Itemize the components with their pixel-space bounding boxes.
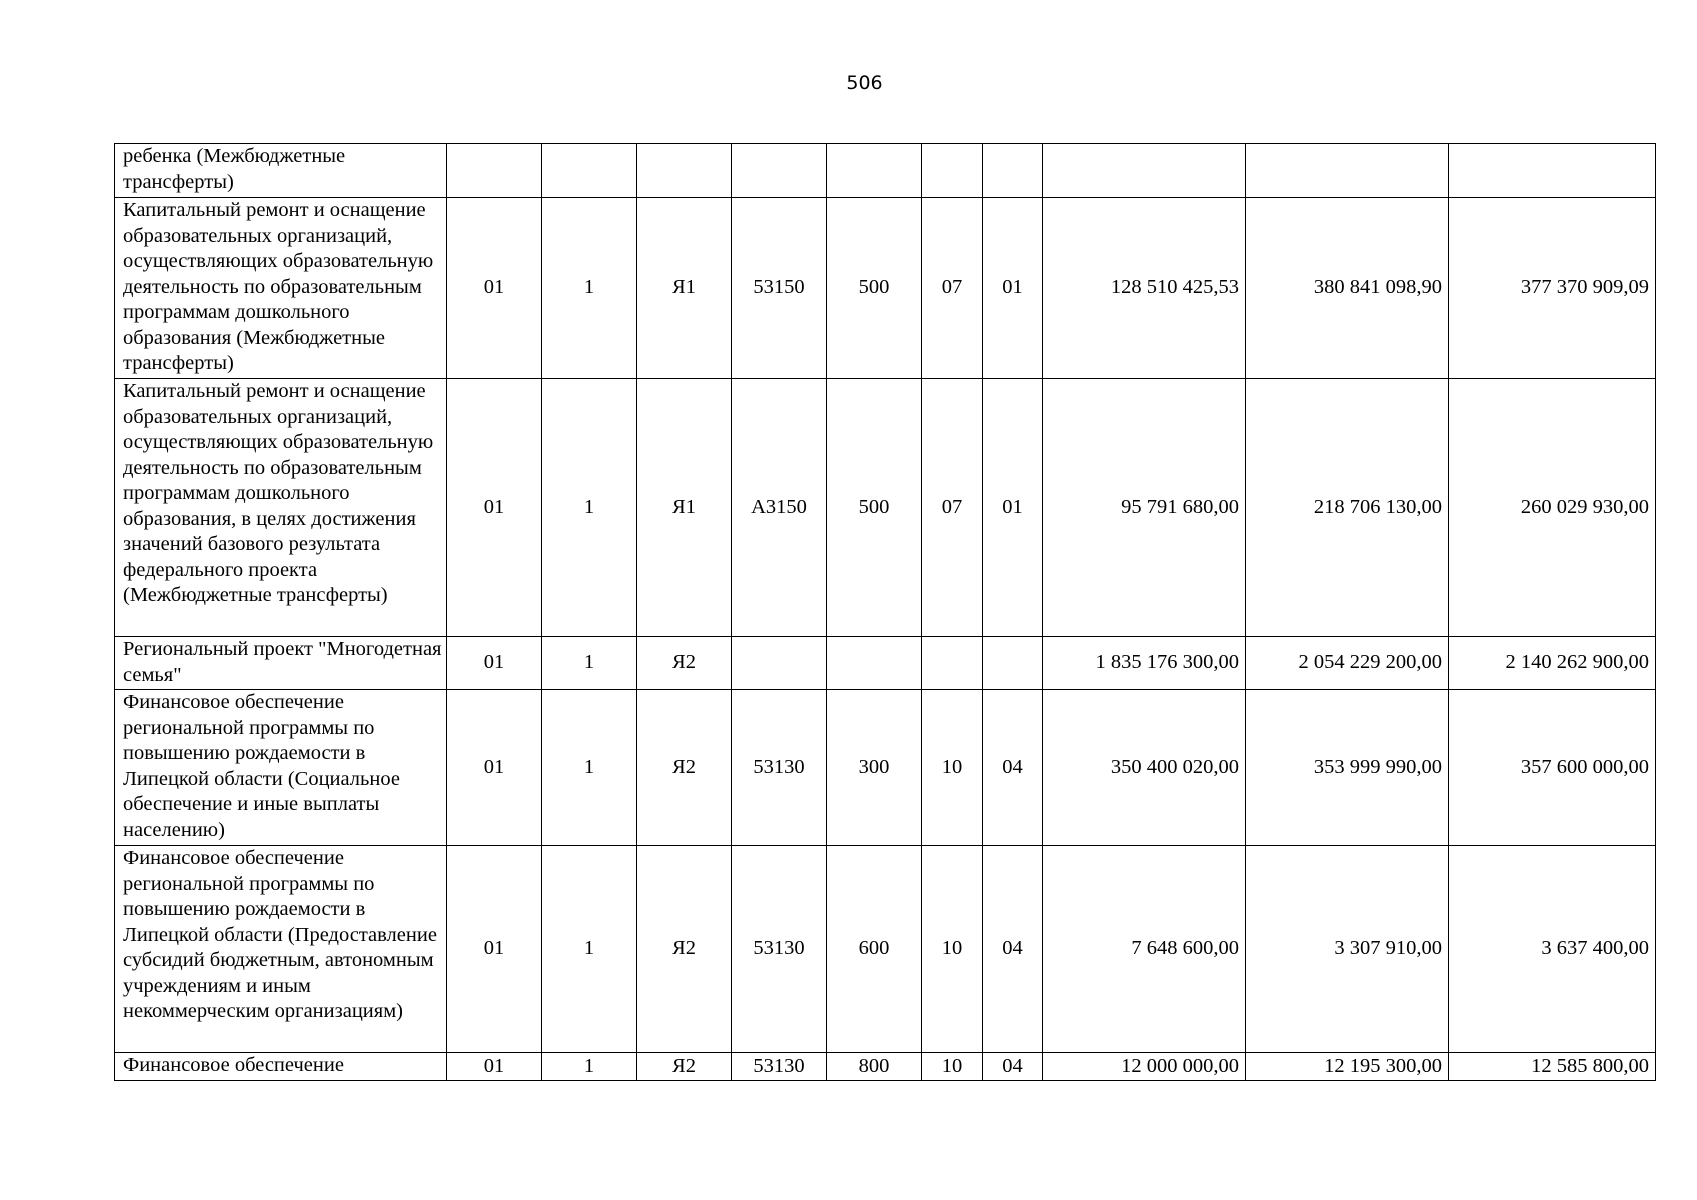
amount-1-cell: 1 835 176 300,00	[1043, 637, 1246, 690]
row-name-cell: Финансовое обеспечение региональной программы по повышению рождаемости в Липецкой области (Предоставление субсидий бюджетным, автономным учреждениям и иным некоммерческим организациям)	[115, 846, 447, 1053]
subprogram-code-cell: 1	[542, 690, 637, 846]
amount-2-cell: 353 999 990,00	[1246, 690, 1449, 846]
amount-2-cell: 12 195 300,00	[1246, 1053, 1449, 1081]
section-code-cell: 07	[922, 379, 983, 637]
section-code-cell: 10	[922, 1053, 983, 1081]
row-name-cell: ребенка (Межбюджетные трансферты)	[115, 144, 447, 198]
project-code-cell: Я1	[637, 379, 732, 637]
section-code-cell: 07	[922, 198, 983, 379]
amount-3-cell: 260 029 930,00	[1449, 379, 1656, 637]
direction-code-cell: 53130	[732, 690, 827, 846]
program-code-cell: 01	[447, 198, 542, 379]
subsection-code-cell	[983, 637, 1043, 690]
amount-1-cell: 128 510 425,53	[1043, 198, 1246, 379]
program-code-cell: 01	[447, 846, 542, 1053]
amount-3-cell	[1449, 144, 1656, 198]
program-code-cell: 01	[447, 1053, 542, 1081]
table-row	[115, 846, 1656, 1053]
direction-code-cell: А3150	[732, 379, 827, 637]
amount-3-cell: 2 140 262 900,00	[1449, 637, 1656, 690]
amount-3-cell: 357 600 000,00	[1449, 690, 1656, 846]
expense-type-cell	[827, 144, 922, 198]
row-name-cell: Капитальный ремонт и оснащение образовательных организаций, осуществляющих образовательную деятельность по образовательным программам дошкольного образования (Межбюджетные трансферты)	[115, 198, 447, 379]
project-code-cell: Я1	[637, 198, 732, 379]
program-code-cell	[447, 144, 542, 198]
budget-table	[114, 143, 1656, 1081]
direction-code-cell	[732, 637, 827, 690]
project-code-cell: Я2	[637, 846, 732, 1053]
expense-type-cell: 300	[827, 690, 922, 846]
expense-type-cell: 600	[827, 846, 922, 1053]
section-code-cell	[922, 637, 983, 690]
amount-1-cell	[1043, 144, 1246, 198]
subsection-code-cell: 01	[983, 379, 1043, 637]
amount-3-cell: 377 370 909,09	[1449, 198, 1656, 379]
amount-1-cell: 95 791 680,00	[1043, 379, 1246, 637]
direction-code-cell: 53130	[732, 846, 827, 1053]
table-row	[115, 1053, 1656, 1081]
expense-type-cell: 500	[827, 379, 922, 637]
section-code-cell	[922, 144, 983, 198]
amount-2-cell	[1246, 144, 1449, 198]
section-code-cell: 10	[922, 846, 983, 1053]
row-name-cell: Региональный проект "Многодетная семья"	[115, 637, 447, 690]
table-row	[115, 637, 1656, 690]
subsection-code-cell: 04	[983, 690, 1043, 846]
amount-2-cell: 3 307 910,00	[1246, 846, 1449, 1053]
page-number: 506	[846, 72, 883, 94]
subprogram-code-cell: 1	[542, 637, 637, 690]
amount-1-cell: 7 648 600,00	[1043, 846, 1246, 1053]
amount-2-cell: 2 054 229 200,00	[1246, 637, 1449, 690]
direction-code-cell	[732, 144, 827, 198]
amount-3-cell: 12 585 800,00	[1449, 1053, 1656, 1081]
subsection-code-cell: 04	[983, 1053, 1043, 1081]
project-code-cell: Я2	[637, 637, 732, 690]
amount-1-cell: 350 400 020,00	[1043, 690, 1246, 846]
program-code-cell: 01	[447, 637, 542, 690]
program-code-cell: 01	[447, 690, 542, 846]
amount-3-cell: 3 637 400,00	[1449, 846, 1656, 1053]
project-code-cell: Я2	[637, 1053, 732, 1081]
amount-2-cell: 218 706 130,00	[1246, 379, 1449, 637]
section-code-cell: 10	[922, 690, 983, 846]
expense-type-cell: 500	[827, 198, 922, 379]
table-row	[115, 690, 1656, 846]
row-name-cell: Финансовое обеспечение региональной программы по повышению рождаемости в Липецкой области (Социальное обеспечение и иные выплаты населению)	[115, 690, 447, 846]
subprogram-code-cell: 1	[542, 846, 637, 1053]
subprogram-code-cell: 1	[542, 379, 637, 637]
amount-2-cell: 380 841 098,90	[1246, 198, 1449, 379]
expense-type-cell: 800	[827, 1053, 922, 1081]
subsection-code-cell: 04	[983, 846, 1043, 1053]
subprogram-code-cell: 1	[542, 1053, 637, 1081]
direction-code-cell: 53150	[732, 198, 827, 379]
project-code-cell: Я2	[637, 690, 732, 846]
subsection-code-cell: 01	[983, 198, 1043, 379]
subsection-code-cell	[983, 144, 1043, 198]
subprogram-code-cell: 1	[542, 198, 637, 379]
table-row	[115, 379, 1656, 637]
program-code-cell: 01	[447, 379, 542, 637]
project-code-cell	[637, 144, 732, 198]
row-name-cell: Финансовое обеспечение	[115, 1053, 447, 1081]
expense-type-cell	[827, 637, 922, 690]
table-row	[115, 198, 1656, 379]
direction-code-cell: 53130	[732, 1053, 827, 1081]
subprogram-code-cell	[542, 144, 637, 198]
amount-1-cell: 12 000 000,00	[1043, 1053, 1246, 1081]
row-name-cell: Капитальный ремонт и оснащение образовательных организаций, осуществляющих образовательную деятельность по образовательным программам дошкольного образования, в целях достижения значений базового результата федерального проекта (Межбюджетные трансферты)	[115, 379, 447, 637]
table-row	[115, 144, 1656, 198]
